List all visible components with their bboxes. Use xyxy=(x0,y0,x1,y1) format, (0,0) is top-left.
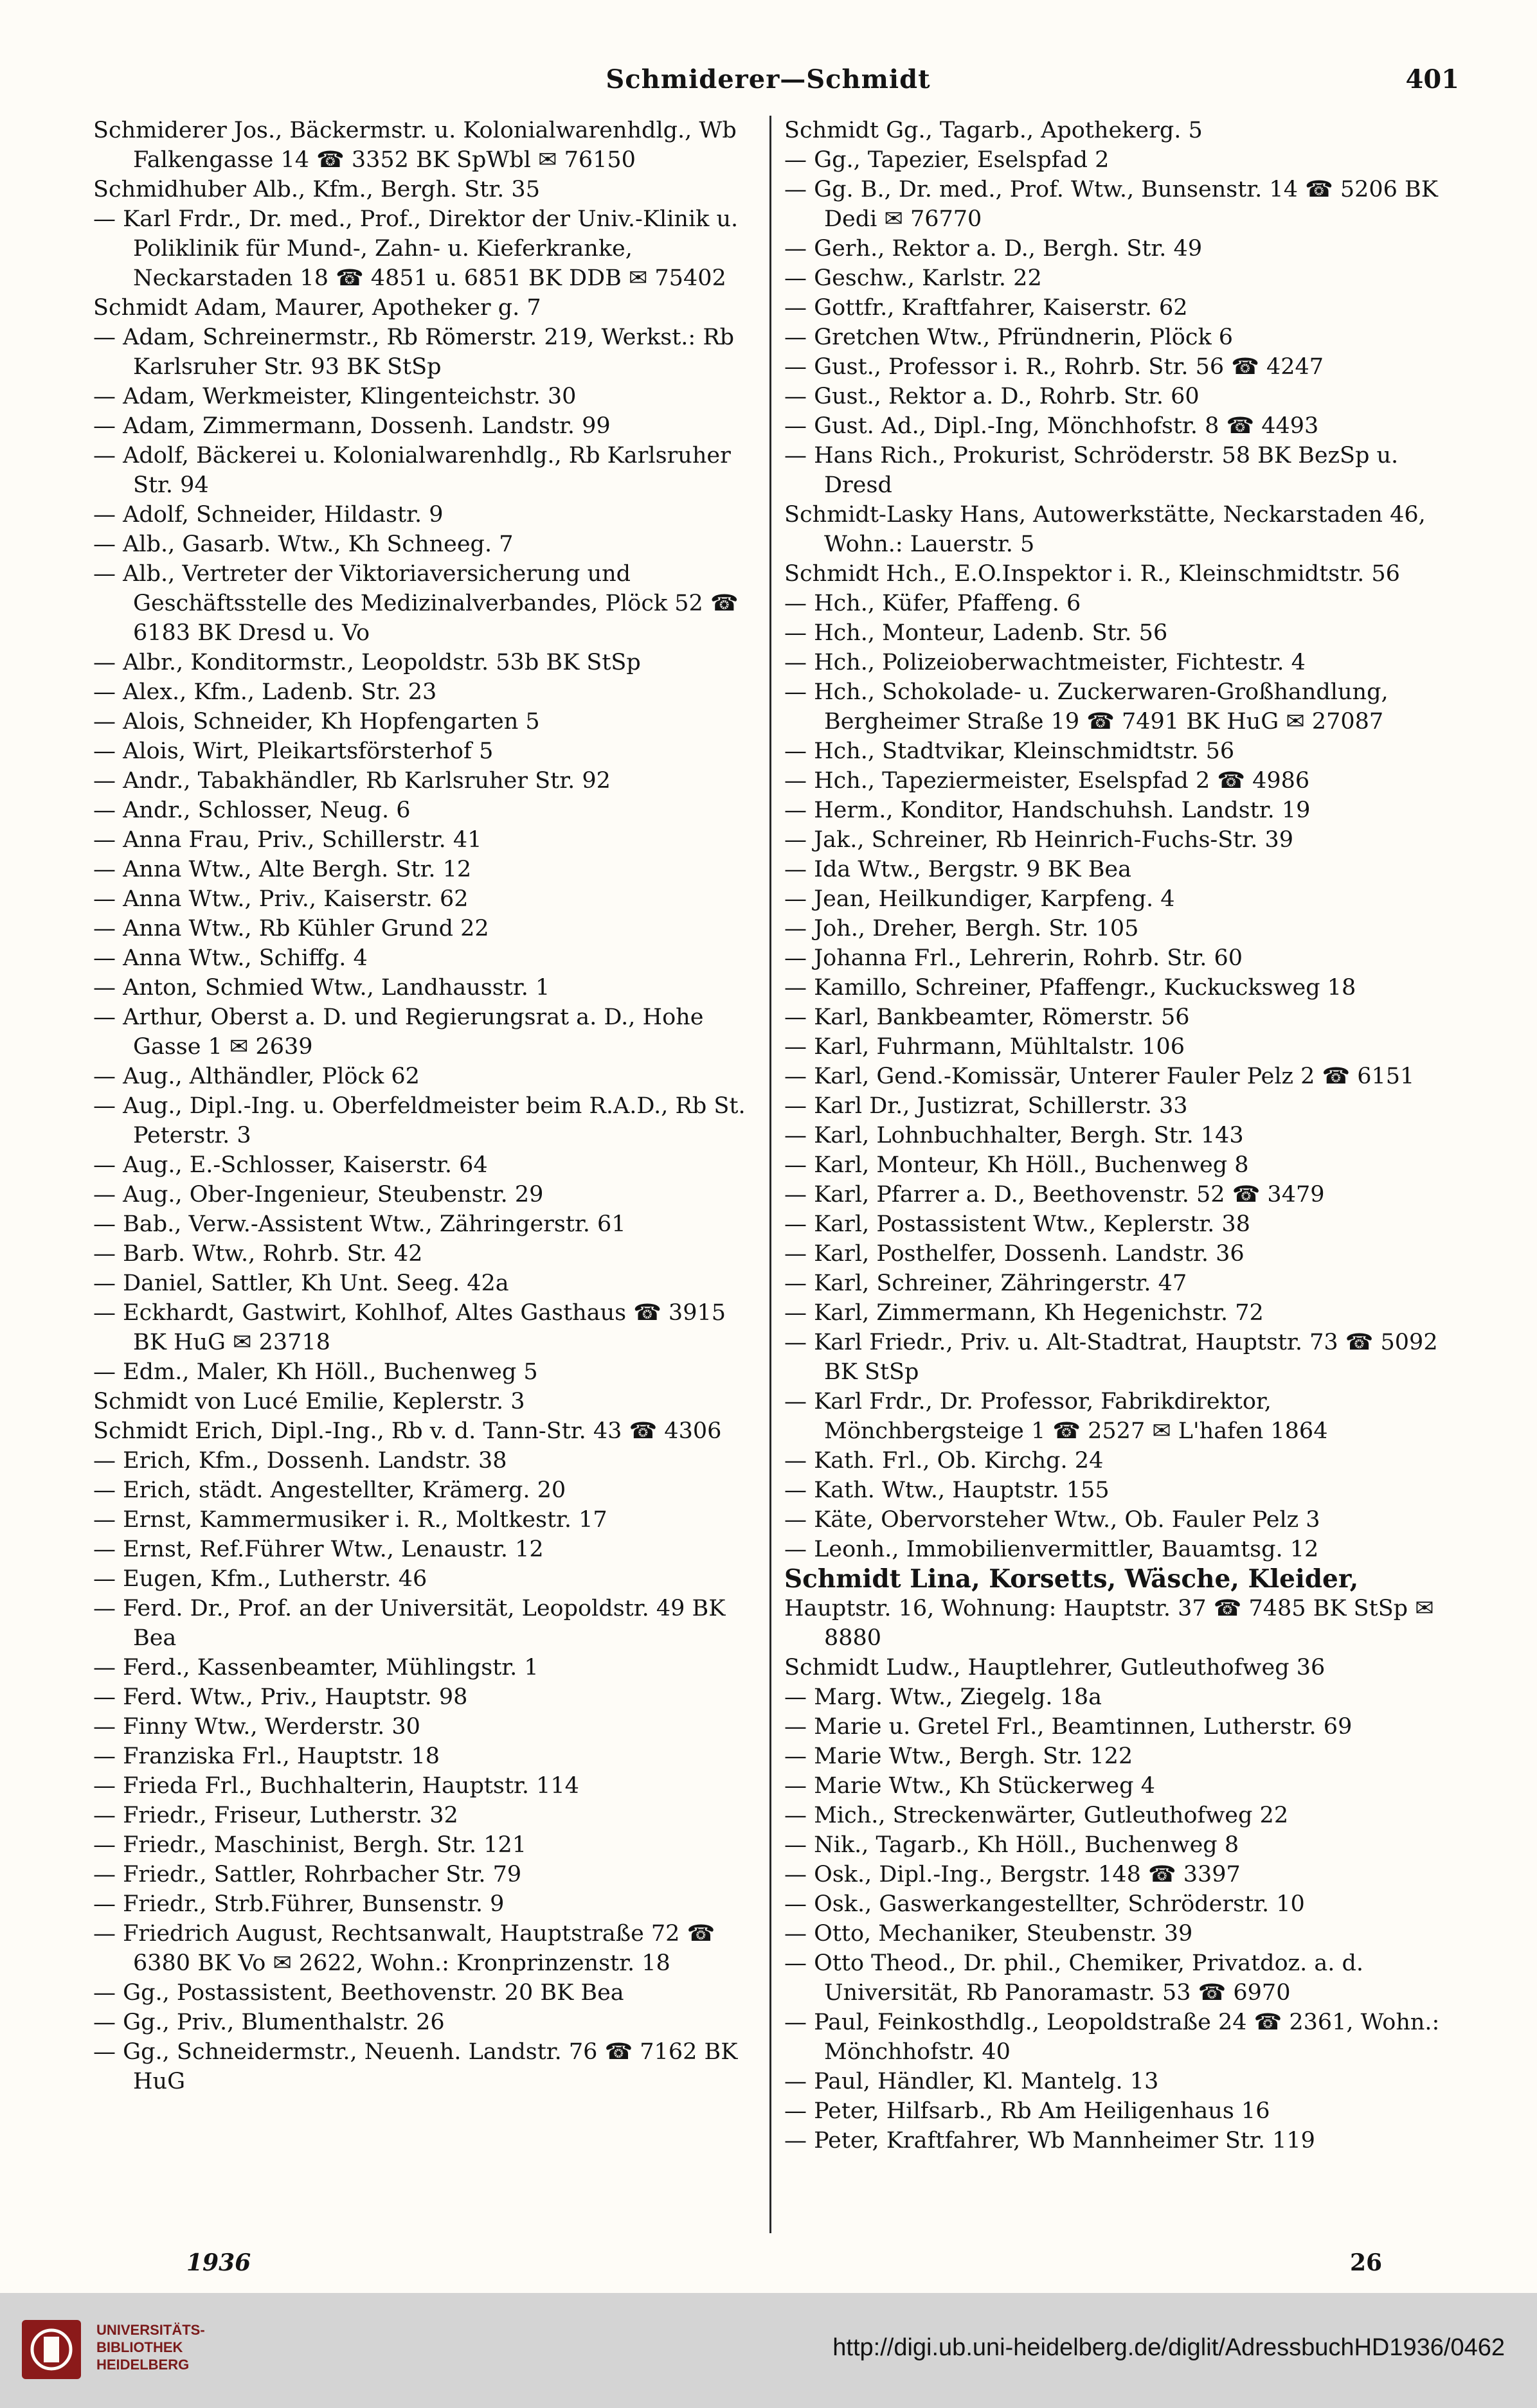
directory-entry: — Erich, städt. Angestellter, Krämerg. 20 xyxy=(93,1477,566,1503)
directory-entry: — Herm., Konditor, Handschuhsh. Landstr. 19 xyxy=(784,798,1311,823)
page-header xyxy=(77,64,1459,103)
page-footer xyxy=(77,2249,1459,2281)
directory-entry: — Gust., Professor i. R., Rohrb. Str. 56 ☎ 4247 xyxy=(784,354,1324,380)
directory-entry: — Aug., Ober-Ingenieur, Steubenstr. 29 xyxy=(93,1182,544,1208)
directory-entry: — Karl, Fuhrmann, Mühltalstr. 106 xyxy=(784,1034,1185,1060)
directory-entry: — Marie Wtw., Bergh. Str. 122 xyxy=(784,1744,1133,1769)
directory-entry: — Daniel, Sattler, Kh Unt. Seeg. 42a xyxy=(93,1271,509,1296)
directory-entry: — Barb. Wtw., Rohrb. Str. 42 xyxy=(93,1241,423,1267)
library-name-line: BIBLIOTHEK xyxy=(96,2339,183,2355)
directory-entry: — Franziska Frl., Hauptstr. 18 xyxy=(93,1744,440,1769)
directory-entry: — Karl, Pfarrer a. D., Beethovenstr. 52 ☎ 3479 xyxy=(784,1182,1325,1208)
directory-entry: — Friedr., Strb.Führer, Bunsenstr. 9 xyxy=(93,1891,505,1917)
directory-entry: — Kamillo, Schreiner, Pfaffengr., Kuckucksweg 18 xyxy=(784,975,1356,1001)
directory-entry: — Andr., Schlosser, Neug. 6 xyxy=(93,798,411,823)
directory-entry: Schmidt Ludw., Hauptlehrer, Gutleuthofweg 36 xyxy=(784,1655,1326,1681)
page-number: 401 xyxy=(1405,64,1459,94)
directory-entry: Schmidhuber Alb., Kfm., Bergh. Str. 35 xyxy=(93,177,540,202)
directory-entry: — Adam, Schreinermstr., Rb Römerstr. 219, Werkst.: Rb Karlsruher Str. 93 BK StSp xyxy=(93,325,735,380)
directory-entry: — Erich, Kfm., Dossenh. Landstr. 38 xyxy=(93,1448,507,1474)
directory-entry: — Marie u. Gretel Frl., Beamtinnen, Lutherstr. 69 xyxy=(784,1714,1353,1740)
library-name-line: UNIVERSITÄTS- xyxy=(96,2322,205,2338)
directory-entry: — Hch., Monteur, Ladenb. Str. 56 xyxy=(784,620,1168,646)
footer-year: 1936 xyxy=(186,2249,251,2276)
directory-entry: — Eckhardt, Gastwirt, Kohlhof, Altes Gasthaus ☎ 3915 BK HuG ✉ 23718 xyxy=(93,1300,726,1355)
directory-entry: — Nik., Tagarb., Kh Höll., Buchenweg 8 xyxy=(784,1832,1239,1858)
directory-entry: — Jean, Heilkundiger, Karpfeng. 4 xyxy=(784,886,1175,912)
directory-entry: — Albr., Konditormstr., Leopoldstr. 53b BK StSp xyxy=(93,650,641,675)
directory-entry: — Gretchen Wtw., Pfründnerin, Plöck 6 xyxy=(784,325,1234,350)
directory-entry: — Adam, Werkmeister, Klingenteichstr. 30 xyxy=(93,384,577,409)
directory-entry: — Otto, Mechaniker, Steubenstr. 39 xyxy=(784,1921,1193,1947)
directory-entry: — Anna Wtw., Schiffg. 4 xyxy=(93,945,368,971)
directory-entry: — Ferd. Wtw., Priv., Hauptstr. 98 xyxy=(93,1684,468,1710)
directory-entry: — Osk., Dipl.-Ing., Bergstr. 148 ☎ 3397 xyxy=(784,1862,1241,1887)
directory-entry: — Karl Frdr., Dr. med., Prof., Direktor der Univ.-Klinik u. Poliklinik für Mund-, Zahn- u. Kieferkranke, Neckarstaden 18 ☎ 4851 u. 6851 BK DDB ✉ 75402 xyxy=(93,206,739,291)
directory-entry: — Osk., Gaswerkangestellter, Schröderstr. 10 xyxy=(784,1891,1305,1917)
directory-entry: Hauptstr. 16, Wohnung: Hauptstr. 37 ☎ 7485 BK StSp ✉ 8880 xyxy=(784,1596,1434,1651)
directory-entry: Schmidt Hch., E.O.Inspektor i. R., Kleinschmidtstr. 56 xyxy=(784,561,1400,587)
directory-entry: — Peter, Kraftfahrer, Wb Mannheimer Str. 119 xyxy=(784,2128,1315,2154)
directory-entry: — Gust. Ad., Dipl.-Ing, Mönchhofstr. 8 ☎ 4493 xyxy=(784,413,1319,439)
directory-entry: — Hch., Küfer, Pfaffeng. 6 xyxy=(784,591,1081,616)
directory-entry: — Paul, Händler, Kl. Mantelg. 13 xyxy=(784,2069,1159,2094)
directory-entry: — Karl, Gend.-Komissär, Unterer Fauler Pelz 2 ☎ 6151 xyxy=(784,1064,1415,1089)
directory-entry: — Gg., Schneidermstr., Neuenh. Landstr. 76 ☎ 7162 BK HuG xyxy=(93,2039,738,2094)
directory-entry: — Jak., Schreiner, Rb Heinrich-Fuchs-Str. 39 xyxy=(784,827,1293,853)
directory-entry: — Otto Theod., Dr. phil., Chemiker, Privatdoz. a. d. Universität, Rb Panoramastr. 53 ☎ 6970 xyxy=(784,1950,1363,2006)
directory-entry: — Anna Wtw., Rb Kühler Grund 22 xyxy=(93,916,489,941)
permalink-url[interactable]: http://digi.ub.uni-heidelberg.de/diglit/AdressbuchHD1936/0462 xyxy=(832,2334,1505,2361)
directory-entry: — Anna Frau, Priv., Schillerstr. 41 xyxy=(93,827,482,853)
directory-entry: — Hch., Schokolade- u. Zuckerwaren-Großhandlung, Bergheimer Straße 19 ☎ 7491 BK HuG ✉ 27087 xyxy=(784,679,1389,735)
directory-entry: — Andr., Tabakhändler, Rb Karlsruher Str. 92 xyxy=(93,768,611,794)
running-title: Schmiderer—Schmidt xyxy=(606,64,931,94)
directory-entry: — Gg. B., Dr. med., Prof. Wtw., Bunsenstr. 14 ☎ 5206 BK Dedi ✉ 76770 xyxy=(784,177,1438,232)
directory-entry: — Ernst, Kammermusiker i. R., Moltkestr. 17 xyxy=(93,1507,607,1533)
directory-entry: — Karl Dr., Justizrat, Schillerstr. 33 xyxy=(784,1093,1188,1119)
directory-entry: — Friedr., Sattler, Rohrbacher Str. 79 xyxy=(93,1862,522,1887)
directory-entry: — Käte, Obervorsteher Wtw., Ob. Fauler Pelz 3 xyxy=(784,1507,1320,1533)
directory-entry: — Peter, Hilfsarb., Rb Am Heiligenhaus 16 xyxy=(784,2098,1270,2124)
directory-entry: — Karl Frdr., Dr. Professor, Fabrikdirektor, Mönchbergsteige 1 ☎ 2527 ✉ L'hafen 1864 xyxy=(784,1389,1328,1444)
directory-entry: — Gerh., Rektor a. D., Bergh. Str. 49 xyxy=(784,236,1203,262)
directory-entry: — Aug., E.-Schlosser, Kaiserstr. 64 xyxy=(93,1152,488,1178)
directory-entry: — Alb., Gasarb. Wtw., Kh Schneeg. 7 xyxy=(93,531,514,557)
directory-entry: — Paul, Feinkosthdlg., Leopoldstraße 24 ☎ 2361, Wohn.: Mönchhofstr. 40 xyxy=(784,2010,1440,2065)
library-seal-icon xyxy=(19,2317,84,2382)
directory-entry: — Marg. Wtw., Ziegelg. 18a xyxy=(784,1684,1102,1710)
directory-entry: — Hans Rich., Prokurist, Schröderstr. 58 BK BezSp u. Dresd xyxy=(784,443,1399,498)
directory-entry: — Ferd., Kassenbeamter, Mühlingstr. 1 xyxy=(93,1655,539,1681)
directory-entry: — Hch., Polizeioberwachtmeister, Fichtestr. 4 xyxy=(784,650,1306,675)
directory-entry: Schmidt Adam, Maurer, Apotheker g. 7 xyxy=(93,295,541,321)
directory-entry: — Geschw., Karlstr. 22 xyxy=(784,265,1042,291)
library-name-line: HEIDELBERG xyxy=(96,2357,190,2373)
directory-entry: — Adolf, Bäckerei u. Kolonialwarenhdlg., Rb Karlsruher Str. 94 xyxy=(93,443,731,498)
directory-entry: — Kath. Frl., Ob. Kirchg. 24 xyxy=(784,1448,1104,1474)
directory-entry: — Gg., Tapezier, Eselspfad 2 xyxy=(784,147,1110,173)
directory-entry: — Aug., Dipl.-Ing. u. Oberfeldmeister beim R.A.D., Rb St. Peterstr. 3 xyxy=(93,1093,746,1148)
directory-entry: Schmidt Lina, Korsetts, Wäsche, Kleider, xyxy=(784,1564,1359,1594)
left-column xyxy=(93,116,759,2096)
directory-entry: — Gg., Priv., Blumenthalstr. 26 xyxy=(93,2010,445,2035)
footer-sheet-number: 26 xyxy=(1350,2249,1383,2276)
directory-entry: Schmidt von Lucé Emilie, Keplerstr. 3 xyxy=(93,1389,525,1414)
directory-entry: — Adam, Zimmermann, Dossenh. Landstr. 99 xyxy=(93,413,611,439)
directory-entry: — Leonh., Immobilienvermittler, Bauamtsg. 12 xyxy=(784,1537,1319,1562)
directory-entry: — Karl, Bankbeamter, Römerstr. 56 xyxy=(784,1004,1190,1030)
directory-entry: — Mich., Streckenwärter, Gutleuthofweg 22 xyxy=(784,1803,1289,1828)
directory-entry: — Finny Wtw., Werderstr. 30 xyxy=(93,1714,420,1740)
directory-entry: Schmidt Erich, Dipl.-Ing., Rb v. d. Tann-Str. 43 ☎ 4306 xyxy=(93,1418,722,1444)
directory-entry: — Frieda Frl., Buchhalterin, Hauptstr. 114 xyxy=(93,1773,579,1799)
library-name xyxy=(96,2321,205,2373)
directory-entry: — Karl, Zimmermann, Kh Hegenichstr. 72 xyxy=(784,1300,1264,1326)
directory-entry: Schmidt Gg., Tagarb., Apothekerg. 5 xyxy=(784,118,1203,143)
directory-entry: — Karl, Lohnbuchhalter, Bergh. Str. 143 xyxy=(784,1123,1244,1148)
directory-entry: — Karl, Posthelfer, Dossenh. Landstr. 36 xyxy=(784,1241,1245,1267)
directory-entry: — Alois, Schneider, Kh Hopfengarten 5 xyxy=(93,709,540,735)
directory-entry: — Aug., Althändler, Plöck 62 xyxy=(93,1064,420,1089)
directory-entry: — Edm., Maler, Kh Höll., Buchenweg 5 xyxy=(93,1359,538,1385)
directory-entry: — Gg., Postassistent, Beethovenstr. 20 BK Bea xyxy=(93,1980,624,2006)
directory-entry: — Ida Wtw., Bergstr. 9 BK Bea xyxy=(784,857,1131,882)
directory-entry: — Friedrich August, Rechtsanwalt, Hauptstraße 72 ☎ 6380 BK Vo ✉ 2622, Wohn.: Kronprinzenstr. 18 xyxy=(93,1921,715,1976)
directory-entry: — Johanna Frl., Lehrerin, Rohrb. Str. 60 xyxy=(784,945,1243,971)
directory-entry: — Anna Wtw., Priv., Kaiserstr. 62 xyxy=(93,886,469,912)
directory-entry: — Hch., Tapeziermeister, Eselspfad 2 ☎ 4986 xyxy=(784,768,1310,794)
directory-entry: — Hch., Stadtvikar, Kleinschmidtstr. 56 xyxy=(784,738,1235,764)
directory-entry: Schmidt-Lasky Hans, Autowerkstätte, Neckarstaden 46, Wohn.: Lauerstr. 5 xyxy=(784,502,1426,557)
directory-entry: — Joh., Dreher, Bergh. Str. 105 xyxy=(784,916,1139,941)
viewer-bottom-bar xyxy=(0,2293,1537,2408)
directory-entry: — Gust., Rektor a. D., Rohrb. Str. 60 xyxy=(784,384,1200,409)
directory-entry: — Anna Wtw., Alte Bergh. Str. 12 xyxy=(93,857,472,882)
directory-entry: Schmiderer Jos., Bäckermstr. u. Kolonialwarenhdlg., Wb Falkengasse 14 ☎ 3352 BK SpWbl ✉ 76150 xyxy=(93,118,737,173)
directory-entry: — Karl, Monteur, Kh Höll., Buchenweg 8 xyxy=(784,1152,1249,1178)
directory-entry: — Ferd. Dr., Prof. an der Universität, Leopoldstr. 49 BK Bea xyxy=(93,1596,726,1651)
directory-entry: — Arthur, Oberst a. D. und Regierungsrat a. D., Hohe Gasse 1 ✉ 2639 xyxy=(93,1004,704,1060)
column-divider xyxy=(769,116,771,2233)
right-column xyxy=(784,116,1450,2155)
directory-entry: — Friedr., Maschinist, Bergh. Str. 121 xyxy=(93,1832,527,1858)
directory-entry: — Gottfr., Kraftfahrer, Kaiserstr. 62 xyxy=(784,295,1188,321)
directory-entry: — Alois, Wirt, Pleikartsförsterhof 5 xyxy=(93,738,494,764)
directory-entry: — Alb., Vertreter der Viktoriaversicherung und Geschäftsstelle des Medizinalverbandes, Plöck 52 ☎ 6183 BK Dresd u. Vo xyxy=(93,561,739,646)
directory-entry: — Marie Wtw., Kh Stückerweg 4 xyxy=(784,1773,1155,1799)
directory-entry: — Adolf, Schneider, Hildastr. 9 xyxy=(93,502,444,528)
directory-entry: — Eugen, Kfm., Lutherstr. 46 xyxy=(93,1566,427,1592)
directory-entry: — Alex., Kfm., Ladenb. Str. 23 xyxy=(93,679,437,705)
directory-entry: — Karl, Postassistent Wtw., Keplerstr. 38 xyxy=(784,1211,1250,1237)
directory-entry: — Friedr., Friseur, Lutherstr. 32 xyxy=(93,1803,458,1828)
directory-entry: — Bab., Verw.-Assistent Wtw., Zähringerstr. 61 xyxy=(93,1211,626,1237)
directory-entry: — Ernst, Ref.Führer Wtw., Lenaustr. 12 xyxy=(93,1537,544,1562)
directory-entry: — Karl Friedr., Priv. u. Alt-Stadtrat, Hauptstr. 73 ☎ 5092 BK StSp xyxy=(784,1330,1438,1385)
directory-entry: — Anton, Schmied Wtw., Landhausstr. 1 xyxy=(93,975,550,1001)
directory-entry: — Karl, Schreiner, Zähringerstr. 47 xyxy=(784,1271,1187,1296)
directory-entry: — Kath. Wtw., Hauptstr. 155 xyxy=(784,1477,1110,1503)
